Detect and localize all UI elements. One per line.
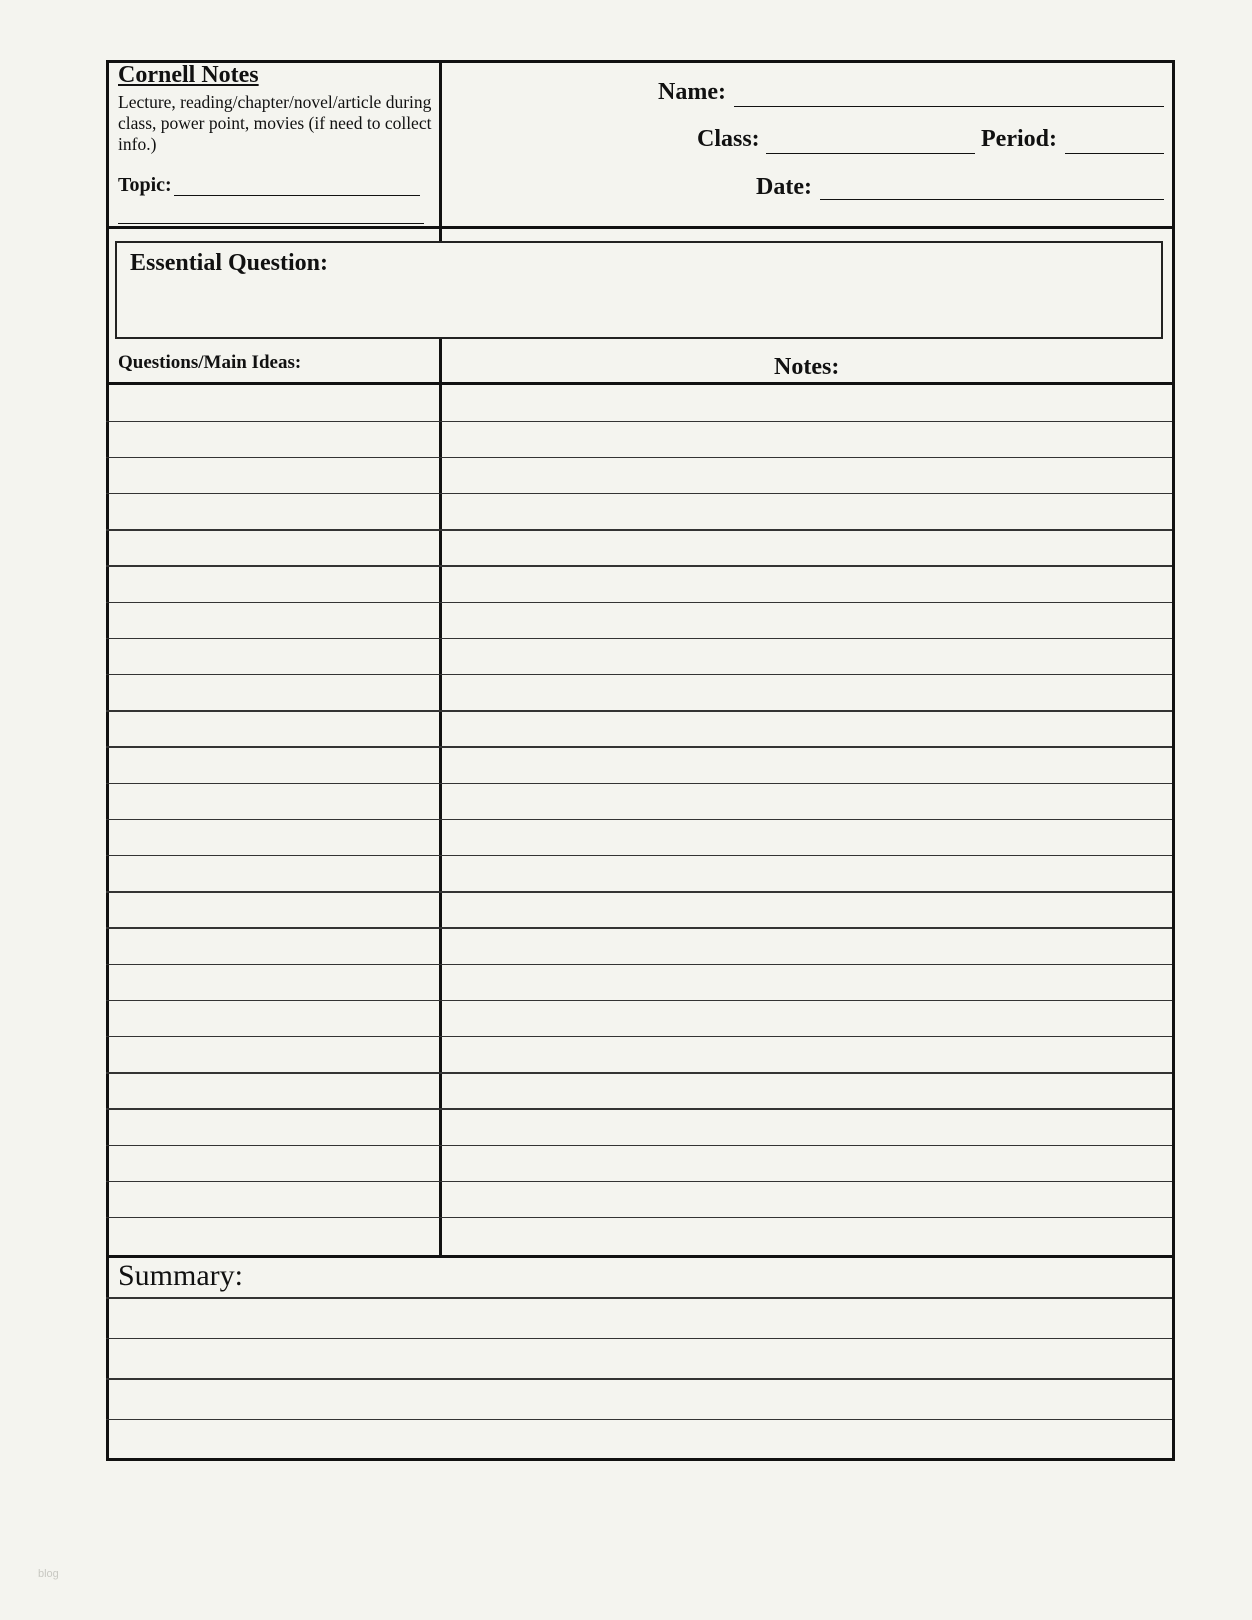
period-label: Period: [981,126,1057,152]
notes-label: Notes: [774,354,840,380]
watermark: blog [38,1568,59,1580]
note-row-line[interactable] [106,710,1172,712]
note-row-line[interactable] [106,783,1172,785]
note-row-line[interactable] [106,1000,1172,1002]
note-row-line[interactable] [106,602,1172,604]
column-divider [439,339,442,1256]
note-row-line[interactable] [106,855,1172,857]
name-label: Name: [658,79,726,105]
class-field[interactable] [766,153,975,154]
note-row-line[interactable] [106,927,1172,929]
note-row-line[interactable] [106,1217,1172,1219]
note-row-line[interactable] [106,1108,1172,1110]
note-row-line[interactable] [106,1072,1172,1074]
header-divider [439,60,442,241]
note-row-line[interactable] [106,421,1172,423]
summary-row-line[interactable] [106,1419,1172,1421]
note-row-line[interactable] [106,638,1172,640]
note-row-line[interactable] [106,1181,1172,1183]
summary-row-line[interactable] [106,1338,1172,1340]
questions-main-ideas-label: Questions/Main Ideas: [118,352,302,373]
note-row-line[interactable] [106,891,1172,893]
topic-field[interactable] [174,195,420,196]
note-row-line[interactable] [106,1036,1172,1038]
period-field[interactable] [1065,153,1164,154]
note-row-line[interactable] [106,819,1172,821]
essential-question-label: Essential Question: [130,250,329,276]
summary-label: Summary: [118,1259,243,1292]
date-label: Date: [756,174,812,200]
note-row-line[interactable] [106,529,1172,531]
page-description: Lecture, reading/chapter/novel/article during class, power point, movies (if need to collect info.) [118,92,432,154]
topic-label: Topic: [118,174,172,196]
column-header-rule [106,382,1172,385]
date-field[interactable] [820,199,1164,200]
note-row-line[interactable] [106,746,1172,748]
summary-row-line[interactable] [106,1297,1172,1299]
summary-top-rule [106,1255,1172,1258]
note-row-line[interactable] [106,493,1172,495]
summary-row-line[interactable] [106,1378,1172,1380]
name-field[interactable] [734,106,1164,107]
note-row-line[interactable] [106,457,1172,459]
header-bottom-rule [106,226,1172,229]
class-label: Class: [697,126,760,152]
topic-field-line2[interactable] [118,223,424,224]
note-row-line[interactable] [106,964,1172,966]
page-title: Cornell Notes [118,62,259,88]
note-row-line[interactable] [106,1145,1172,1147]
note-row-line[interactable] [106,674,1172,676]
note-row-line[interactable] [106,565,1172,567]
